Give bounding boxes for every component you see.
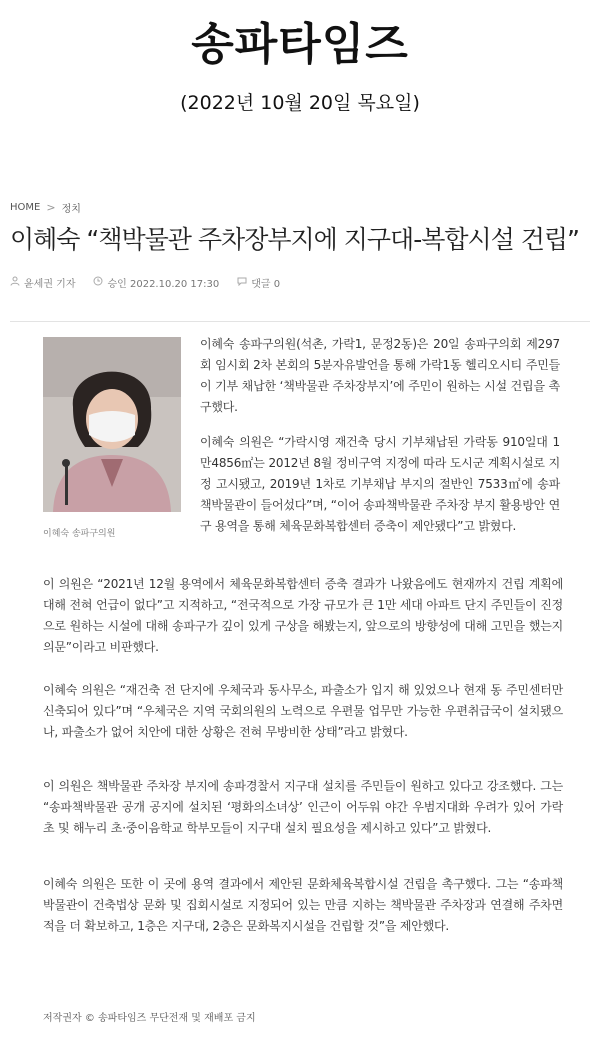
clock-icon xyxy=(93,276,103,289)
person-icon xyxy=(10,276,20,289)
article-headline: 이혜숙 “책박물관 주차장부지에 지구대-복합시설 건립” xyxy=(10,225,580,254)
chevron-right-icon: > xyxy=(46,201,56,214)
article-paragraph: 이혜숙 의원은 “재건축 전 단지에 우체국과 동사무소, 파출소가 입지 해 있었으나 현재 동 주민센터만 신축되어 있다”며 “우체국은 지역 국회의원의 노력으로 우편물 업무만 가능한 우편취급국이 설치됐으나, 파출소가 없어 치안에 대한 상황은 전혀 무방비한 상태”라고 밝혔다. xyxy=(43,683,563,739)
photo-caption: 이혜숙 송파구의원 xyxy=(43,529,116,539)
comment-icon xyxy=(237,276,247,289)
article-paragraph: 이 의원은 책박물관 주차장 부지에 송파경찰서 지구대 설치를 주민들이 원하고 있다고 강조했다. 그는 “송파책박물관 공개 공지에 설치된 ‘평화의소녀상’ 인근이 어두워 야간 우범지대화 우려가 있어 가락초 및 해누리 초·중이음학교 학부모들이 지구대 설치 필요성을 제시하고 있다”고 밝혔다. xyxy=(43,779,563,835)
meta-author[interactable] xyxy=(10,275,75,290)
article-paragraph: 이혜숙 의원은 또한 이 곳에 용역 결과에서 제안된 문화체육복합시설 건립을 촉구했다. 그는 “송파책박물관이 건축법상 문화 및 집회시설로 지정되어 있는 만큼 지하는 책박물관 주차장과 연결해 주차면적을 더 확보하고, 1층은 지구대, 2층은 문화복지시설을 건립할 것”을 제안했다. xyxy=(43,877,563,933)
breadcrumb-home[interactable]: HOME xyxy=(10,202,41,213)
article-paragraph: 이혜숙 의원은 “가락시영 재건축 당시 기부채납된 가락동 910일대 1만4856㎡는 2012년 8월 정비구역 지정에 따라 도시군 계획시설로 지정 고시됐고, 2019년 1차로 기부채납 부지의 절반인 7533㎡에 송파책박물관이 들어섰다”며, “이어 송파책박물관 주차장 부지 활용방안 연구 용역을 통해 체육문화복합센터 증축이 제안됐다”고 밝혔다. xyxy=(200,435,560,533)
breadcrumb xyxy=(10,200,81,215)
article-photo xyxy=(43,337,181,512)
breadcrumb-section[interactable]: 정치 xyxy=(61,204,81,215)
meta-comments[interactable] xyxy=(237,275,280,290)
comment-count: 댓글 0 xyxy=(251,279,281,290)
masthead-logo: 송파타임즈 xyxy=(191,19,409,70)
article-paragraph: 이 의원은 “2021년 12월 용역에서 체육문화복합센터 증축 결과가 나왔음에도 현재까지 건립 계획에 대해 전혀 언급이 없다”고 지적하고, “전국적으로 가장 규모가 큰 1만 세대 아파트 단지 주민들이 진정으로 원하는 시설에 대해 송파구가 깊이 있게 구상을 해봤는지, 앞으로의 방향성에 대해 고민을 했는지 의문”이라고 비판했다. xyxy=(43,577,563,654)
article-paragraph: 이혜숙 송파구의원(석촌, 가락1, 문정2동)은 20일 송파구의회 제297회 임시회 2차 본회의 5분자유발언을 통해 가락1동 헬리오시티 주민들이 기부 채납한 ‘책박물관 주차장부지’에 주민이 원하는 시설 건립을 촉구했다. xyxy=(200,337,560,414)
divider xyxy=(10,321,590,322)
approved-datetime: 승인 2022.10.20 17:30 xyxy=(107,279,220,290)
publication-date: (2022년 10월 20일 목요일) xyxy=(180,92,420,114)
article-meta xyxy=(10,275,280,290)
author-name: 윤세권 기자 xyxy=(24,279,76,290)
copyright-notice: 저작권자 © 송파타임즈 무단전재 및 재배포 금지 xyxy=(43,1013,256,1024)
meta-approved-time xyxy=(93,275,219,290)
